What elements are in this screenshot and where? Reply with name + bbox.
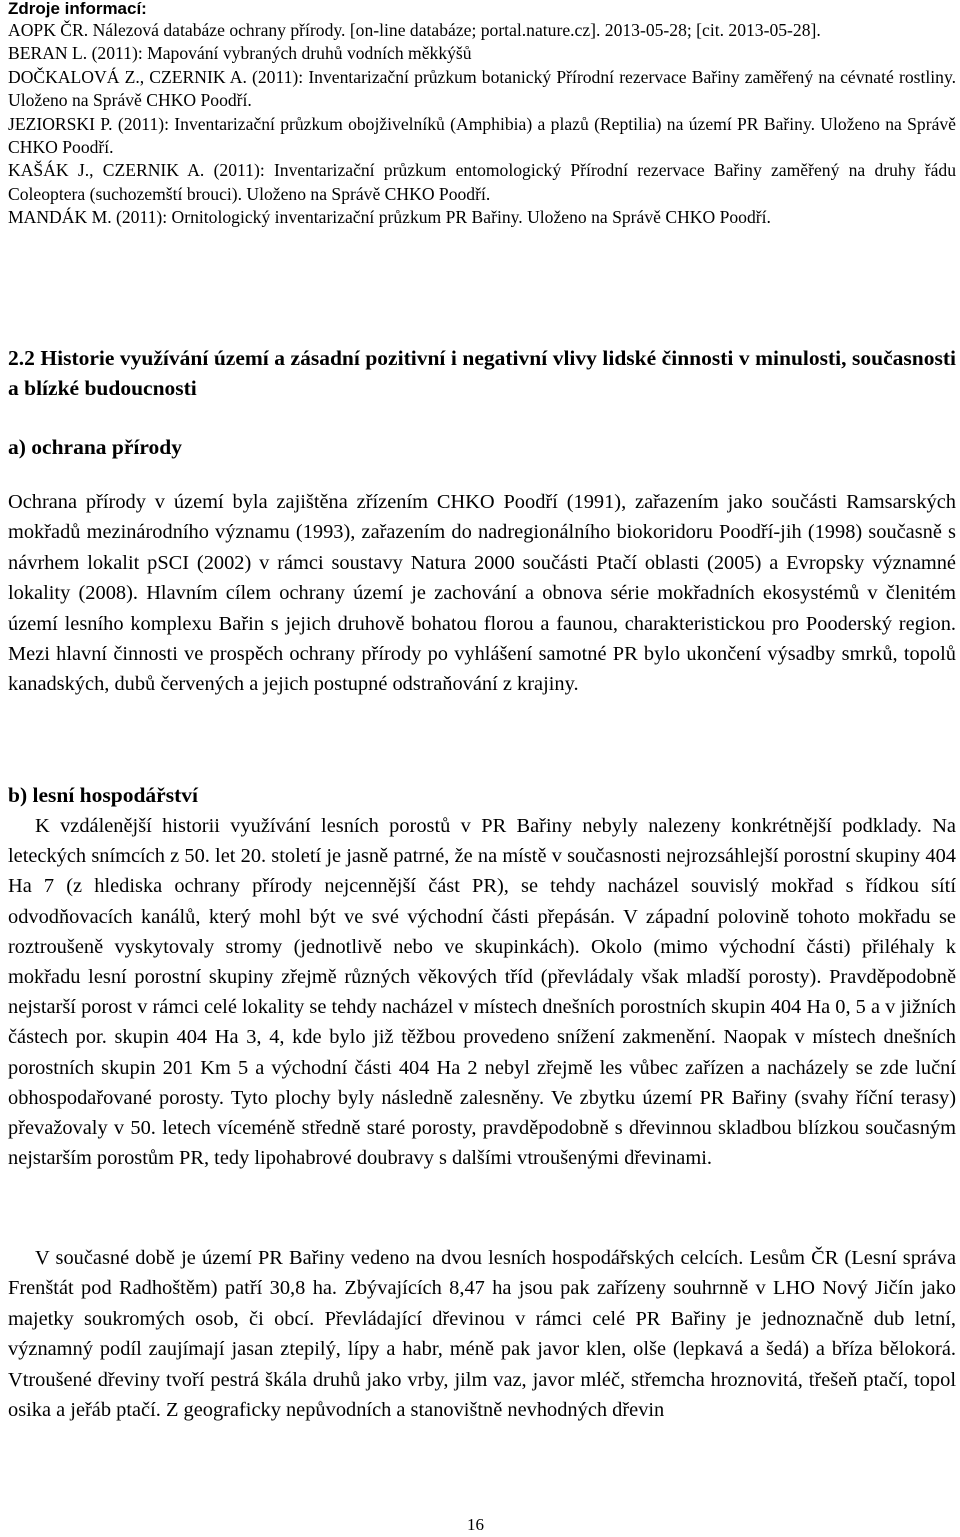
source-entry: DOČKALOVÁ Z., CZERNIK A. (2011): Inventarizační průzkum botanický Přírodní rezervace Bařiny zaměřený na cévnaté rostliny. Uloženo na Správě CHKO Poodří. — [8, 66, 956, 111]
sources-heading: Zdroje informací: — [8, 0, 147, 18]
source-entry: KAŠÁK J., CZERNIK A. (2011): Inventarizační průzkum entomologický Přírodní rezervace Bařiny zaměřený na druhy řádu Coleoptera (suchozemští brouci). Uloženo na Správě CHKO Poodří. — [8, 160, 956, 204]
subsection-heading-forestry: b) lesní hospodářství — [8, 783, 198, 807]
source-entry: AOPK ČR. Nálezová databáze ochrany přírody. [on-line databáze; portal.nature.cz]. 2013-05-28; [cit. 2013-05-28]. — [8, 20, 821, 40]
paragraph-forestry-history: K vzdálenější historii využívání lesních porostů v PR Bařiny nebyly nalezeny konkrétnější podklady. Na leteckých snímcích z 50. let 20. století je jasně patrné, že na místě v současnosti nejrozsáhlejší porostní skupiny 404 Ha 7 (z hlediska ochrany přírody nejcennější část PR), se tehdy nacházel souvislý mokřad s řídkou sítí odvodňovacích kanálů, který mohl být ve své východní části přepásán. V západní polovině tohoto mokřadu se roztroušeně vyskytovaly stromy (jednotlivě nebo ve skupinkách). Okolo (mimo východní části) přiléhaly k mokřadu lesní porostní skupiny zřejmě různých věkových tříd (převládaly však mladší porosty). Pravděpodobně nejstarší porost v rámci celé lokality se tehdy nacházel v místech dnešních porostních skupin 404 Ha 0, 5 a v jižních částech por. skupin 404 Ha 3, 4, kde bylo již těžbou provedeno snížení zakmenění. Naopak v místech dnešních porostních skupin 201 Km 5 a východní části 404 Ha 2 nebyl zřejmě les vůbec zařízen a nacházely se zde luční obhospodařované porosty. Tyto plochy byly následně zalesněny. Ve zbytku území PR Bařiny (svahy říční terasy) převažovaly v 50. letech víceméně středně staré porosty, pravděpodobně s dřevinnou skladbou blízkou současným nejstarším porostům PR, tedy lipohabrové doubravy s dalšími vtroušenými dřevinami. — [8, 815, 956, 1170]
source-entry: JEZIORSKI P. (2011): Inventarizační průzkum obojživelníků (Amphibia) a plazů (Reptilia) na území PR Bařiny. Uloženo na Správě CHKO Poodří. — [8, 113, 956, 158]
subsection-heading-nature-protection: a) ochrana přírody — [8, 435, 182, 459]
source-entry: MANDÁK M. (2011): Ornitologický inventarizační průzkum PR Bařiny. Uloženo na Správě CHKO Poodří. — [8, 207, 771, 228]
paragraph-forestry-current: V současné době je území PR Bařiny vedeno na dvou lesních hospodářských celcích. Lesům ČR (Lesní správa Frenštát pod Radhoštěm) patří 30,8 ha. Zbývajících 8,47 ha jsou pak zařízeny souhrnně v LHO Nový Jičín jako majetky soukromých osob, či obcí. Převládající dřevinou v rámci celé PR Bařiny je jednoznačně dub letní, významný podíl zaujímají jasan ztepilý, lípy a habr, méně pak javor klen, olše (lepkavá a šedá) a bříza bělokorá. Vtroušené dřeviny tvoří pestrá škála druhů jako vrby, jilm vaz, javor mléč, střemcha hroznovitá, třešeň ptačí, topol osika a jeřáb ptačí. Z geograficky nepůvodních a stanovištně nevhodných dřevin — [8, 1247, 956, 1422]
paragraph-nature-protection: Ochrana přírody v území byla zajištěna zřízením CHKO Poodří (1991), zařazením jako součásti Ramsarských mokřadů mezinárodního významu (1993), zařazením do nadregionálního biokoridoru Poodří-jih (1998) současně s návrhem lokalit pSCI (2002) v rámci soustavy Natura 2000 součásti Ptačí oblasti (2005) a Evropsky významné lokality (2008). Hlavním cílem ochrany území je zachování a obnova série mokřadních ekosystémů v členitém území lesního komplexu Bařin s jejich druhově bohatou florou a faunou, charakteristickou pro Pooderský region. Mezi hlavní činnosti ve prospěch ochrany přírody po vyhlášení samotné PR bylo ukončení výsadby smrků, topolů kanadských, dubů červených a jejich postupné odstraňování z krajiny. — [8, 491, 956, 696]
section-heading: 2.2 Historie využívání území a zásadní pozitivní i negativní vlivy lidské činnosti v minulosti, současnosti a blízké budoucnosti — [8, 346, 956, 400]
source-entry: BERAN L. (2011): Mapování vybraných druhů vodních měkkýšů — [8, 43, 472, 64]
sources-list — [8, 19, 956, 230]
page-number: 16 — [467, 1515, 484, 1534]
